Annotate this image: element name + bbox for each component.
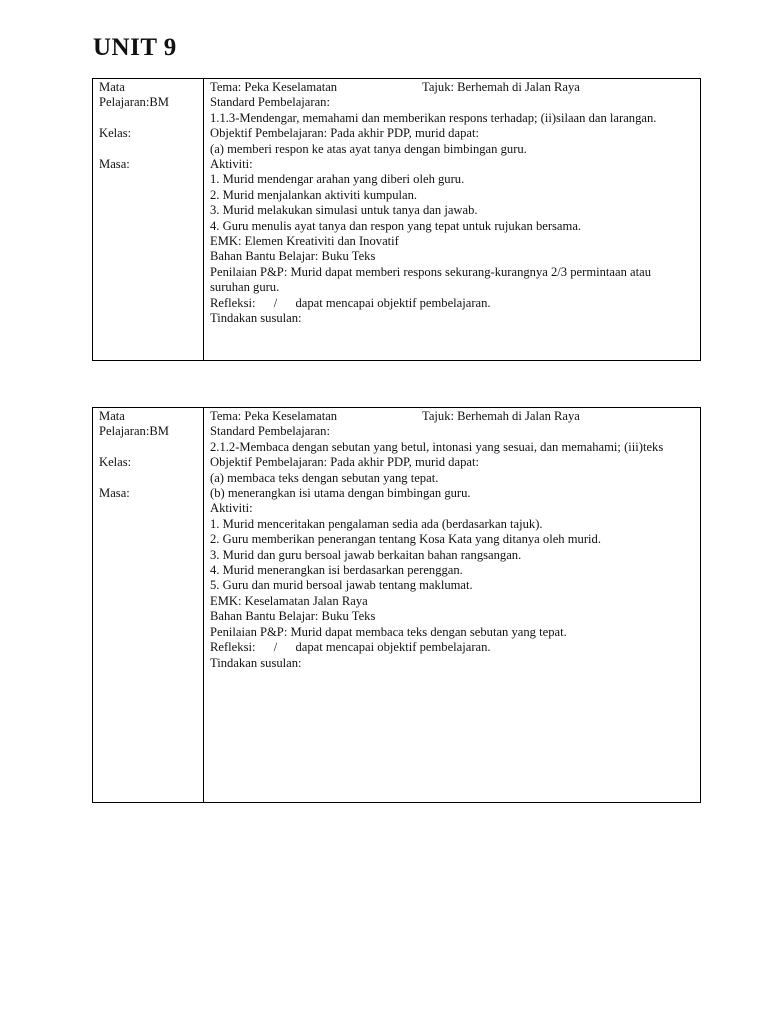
lesson-info-column: [93, 408, 204, 802]
standard-label: Standard Pembelajaran:: [210, 95, 330, 110]
follow-up-label: Tindakan susulan:: [210, 655, 302, 670]
activity-item: 3. Murid dan guru bersoal jawab berkaitan bahan rangsangan.: [210, 547, 522, 562]
lesson-details-column: [204, 408, 700, 802]
activity-item: 3. Murid melakukan simulasi untuk tanya dan jawab.: [210, 203, 478, 218]
subject-label-line2: Pelajaran:BM: [99, 424, 169, 439]
lesson-plan-table-1: [92, 78, 701, 361]
reflection-text: dapat mencapai objektif pembelajaran.: [295, 640, 491, 655]
page-title: UNIT 9: [93, 34, 177, 61]
reflection-slash: /: [273, 640, 278, 655]
reflection-label: Refleksi:: [210, 640, 256, 655]
theme-text: Tema: Peka Keselamatan: [210, 80, 338, 94]
objective-item: (a) memberi respon ke atas ayat tanya dengan bimbingan guru.: [210, 141, 527, 156]
time-label: Masa:: [99, 157, 130, 171]
objective-item: (b) menerangkan isi utama dengan bimbingan guru.: [210, 486, 471, 501]
activity-label: Aktiviti:: [210, 157, 253, 172]
reflection-row: [210, 640, 694, 655]
activity-item: 1. Murid mendengar arahan yang diberi oleh guru.: [210, 172, 465, 187]
reflection-text: dapat mencapai objektif pembelajaran.: [295, 295, 491, 310]
reflection-slash: /: [273, 295, 278, 310]
emk-text: EMK: Keselamatan Jalan Raya: [210, 593, 368, 608]
subject-label-line2: Pelajaran:BM: [99, 95, 169, 110]
topic-text: Tajuk: Berhemah di Jalan Raya: [422, 80, 580, 94]
theme-row: [210, 409, 694, 424]
reflection-label: Refleksi:: [210, 295, 256, 310]
class-label: Kelas:: [99, 126, 132, 141]
emk-text: EMK: Elemen Kreativiti dan Inovatif: [210, 234, 399, 249]
time-label: Masa:: [99, 486, 130, 500]
objective-label: Objektif Pembelajaran: Pada akhir PDP, murid dapat:: [210, 126, 479, 141]
objective-label: Objektif Pembelajaran: Pada akhir PDP, murid dapat:: [210, 455, 479, 470]
reflection-row: [210, 296, 694, 311]
activity-label: Aktiviti:: [210, 501, 253, 516]
materials-text: Bahan Bantu Belajar: Buku Teks: [210, 249, 376, 264]
lesson-details-column: [204, 79, 700, 360]
assessment-text: Penilaian P&P: Murid dapat membaca teks dengan sebutan yang tepat.: [210, 624, 567, 639]
activity-item: 1. Murid menceritakan pengalaman sedia ada (berdasarkan tajuk).: [210, 516, 543, 531]
topic-text: Tajuk: Berhemah di Jalan Raya: [422, 409, 580, 423]
standard-text: 1.1.3-Mendengar, memahami dan memberikan respons terhadap; (ii)silaan dan larangan.: [210, 110, 657, 125]
subject-label-line1: Mata: [99, 409, 125, 423]
materials-text: Bahan Bantu Belajar: Buku Teks: [210, 609, 376, 624]
activity-item: 4. Murid menerangkan isi berdasarkan perenggan.: [210, 563, 463, 578]
objective-item: (a) membaca teks dengan sebutan yang tepat.: [210, 470, 439, 485]
lesson-info-column: [93, 79, 204, 360]
theme-row: [210, 80, 694, 95]
activity-item: 5. Guru dan murid bersoal jawab tentang maklumat.: [210, 578, 473, 593]
activity-item: 2. Murid menjalankan aktiviti kumpulan.: [210, 187, 418, 202]
standard-text: 2.1.2-Membaca dengan sebutan yang betul, intonasi yang sesuai, dan memahami; (iii)teks: [210, 439, 664, 454]
activity-item: 4. Guru menulis ayat tanya dan respon yang tepat untuk rujukan bersama.: [210, 218, 582, 233]
lesson-plan-table-2: [92, 407, 701, 803]
assessment-text: Penilaian P&P: Murid dapat memberi respons sekurang-kurangnya 2/3 permintaan atau suruhan guru.: [210, 264, 652, 295]
theme-text: Tema: Peka Keselamatan: [210, 409, 338, 423]
standard-label: Standard Pembelajaran:: [210, 424, 330, 439]
class-label: Kelas:: [99, 455, 132, 470]
subject-label-line1: Mata: [99, 80, 125, 94]
activity-item: 2. Guru memberikan penerangan tentang Kosa Kata yang ditanya oleh murid.: [210, 532, 601, 547]
follow-up-label: Tindakan susulan:: [210, 311, 302, 326]
